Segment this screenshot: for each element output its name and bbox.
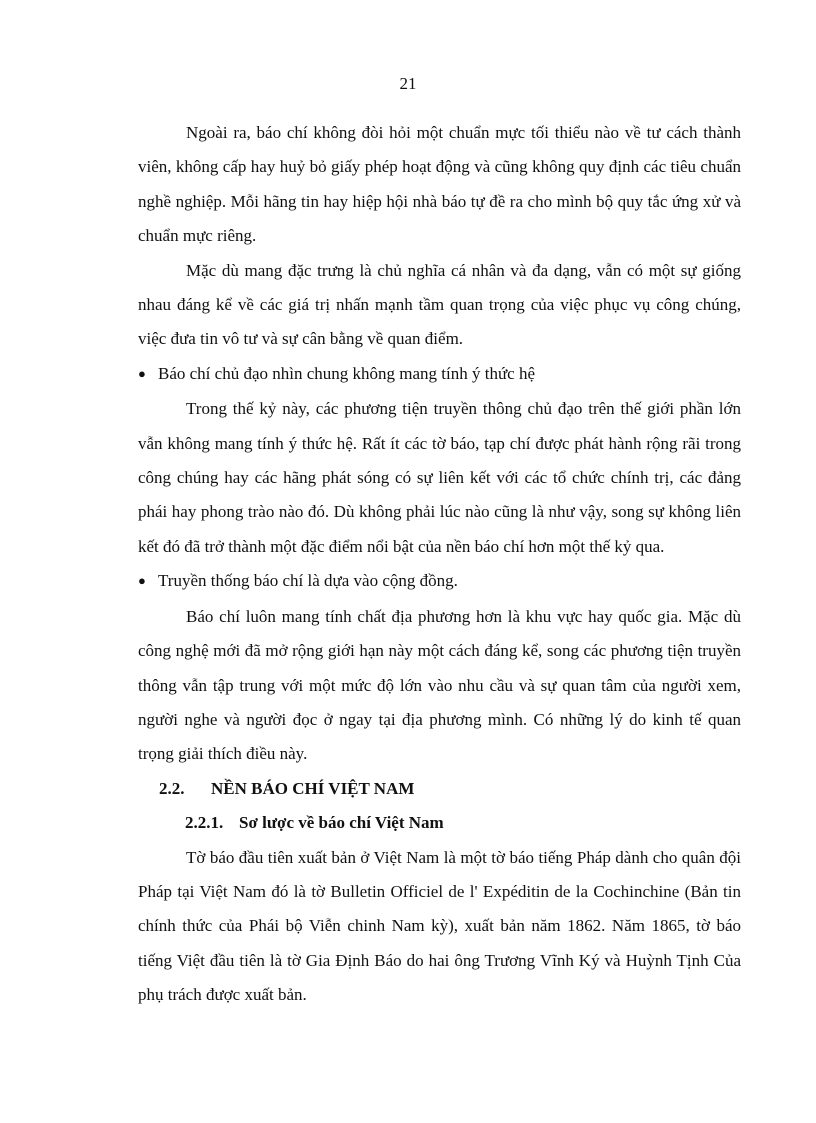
section-title: NỀN BÁO CHÍ VIỆT NAM [211,778,415,798]
section-heading [138,772,741,806]
paragraph-1: Ngoài ra, báo chí không đòi hỏi một chuẩn mực tối thiểu nào về tư cách thành viên, không cấp hay huỷ bỏ giấy phép hoạt động và cũng không quy định các tiêu chuẩn nghề nghiệp. Mỗi hãng tin hay hiệp hội nhà báo tự đề ra cho mình bộ quy tắc ứng xử và chuẩn mực riêng. [138,123,741,246]
bullet-item-1 [138,357,741,392]
paragraph-4: Báo chí luôn mang tính chất địa phương hơn là khu vực hay quốc gia. Mặc dù công nghệ mới đã mở rộng giới hạn này một cách đáng kể, song các phương tiện truyền thông vẫn tập trung với một mức độ lớn vào nhu cầu và sự quan tâm của người xem, người nghe và người đọc ở ngay tại địa phương mình. Có những lý do kinh tế quan trọng giải thích điều này. [138,606,741,764]
page-content [138,116,741,1013]
bullet-text-2: Truyền thống báo chí là dựa vào cộng đồng. [158,571,458,591]
section-number: 2.2. [159,778,185,798]
subsection-number: 2.2.1. [185,813,224,833]
bullet-icon: ● [138,365,146,381]
subsection-heading [138,806,741,840]
bullet-text-1: Báo chí chủ đạo nhìn chung không mang tính ý thức hệ [158,363,536,383]
page-number: 21 [399,74,417,93]
bullet-icon: ● [138,573,146,589]
paragraph-3: Trong thế kỷ này, các phương tiện truyền thông chủ đạo trên thế giới phần lớn vẫn không mang tính ý thức hệ. Rất ít các tờ báo, tạp chí được phát hành rộng rãi trong công chúng hay các hãng phát sóng có sự liên kết với các tổ chức chính trị, các đảng phái hay phong trào nào đó. Dù không phải lúc nào cũng là như vậy, song sự không liên kết đó đã trở thành một đặc điểm nổi bật của nền báo chí hơn một thế kỷ qua. [138,399,741,556]
bullet-item-2 [138,564,741,599]
paragraph-2: Mặc dù mang đặc trưng là chủ nghĩa cá nhân và đa dạng, vẫn có một sự giống nhau đáng kể về các giá trị nhấn mạnh tầm quan trọng của việc phục vụ công chúng, việc đưa tin vô tư và sự cân bằng về quan điểm. [138,260,741,349]
subsection-title: Sơ lược về báo chí Việt Nam [239,813,444,833]
paragraph-5: Tờ báo đầu tiên xuất bản ở Việt Nam là một tờ báo tiếng Pháp dành cho quân đội Pháp tại Việt Nam đó là tờ Bulletin Officiel de l' Expéditin de la Cochinchine (Bản tin chính thức của Phái bộ Viễn chinh Nam kỳ), xuất bản năm 1862. Năm 1865, tờ báo tiếng Việt đầu tiên là tờ Gia Định Báo do hai ông Trương Vĩnh Ký và Huỳnh Tịnh Của phụ trách được xuất bản. [138,847,741,1005]
